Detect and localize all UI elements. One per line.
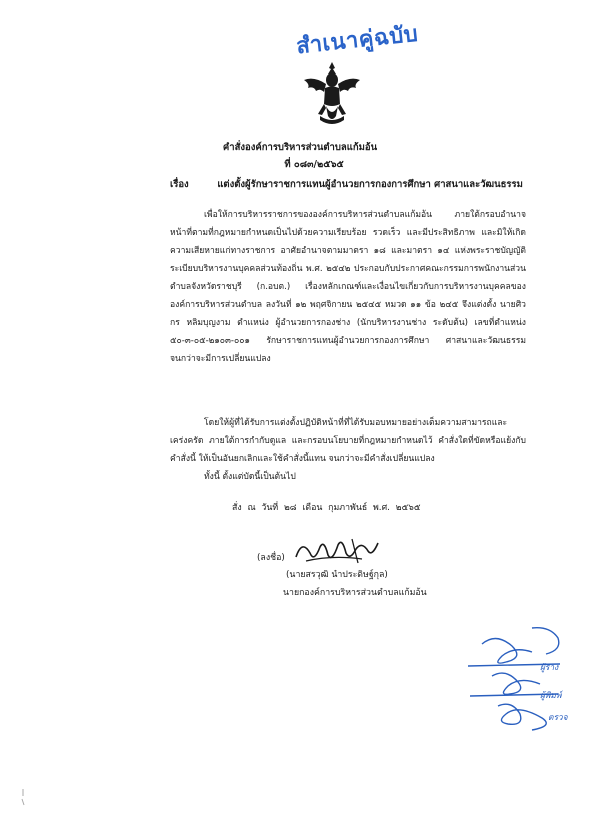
subject-label: เรื่อง	[170, 179, 189, 190]
garuda-emblem-icon	[300, 58, 364, 128]
order-date: สั่ง ณ วันที่ ๒๘ เดือน กุมภาพันธ์ พ.ศ. ๒๕๖๕	[232, 503, 421, 513]
paragraph-2-text: โดยให้ผู้ที่ได้รับการแต่งตั้งปฏิบัติหน้าที่ที่ได้รับมอบหมายอย่างเต็มความสามารถและเคร่งครัด ภายใต้การกำกับดูแล และกรอบนโยบายที่กฎหมายกำหนดไว้ คำสั่งใดที่ขัดหรือแย้งกับคำสั่งนี้ ให้เป็นอันยกเลิกและใช้คำสั่งนี้แทน จนกว่าจะมีคำสั่งเปลี่ยนแปลง	[170, 418, 526, 464]
scan-mark	[20, 788, 26, 806]
signer-position: นายกองค์การบริหารส่วนตำบลแก้มอ้น	[283, 588, 427, 598]
body-paragraph-1	[170, 206, 526, 368]
copy-stamp: สำเนาคู่ฉบับ	[295, 21, 420, 60]
note-typist: ผู้พิมพ์	[540, 690, 562, 700]
order-subject	[170, 177, 523, 192]
order-title: คำสั่งองค์การบริหารส่วนตำบลแก้มอ้น	[222, 142, 378, 153]
body-paragraph-2	[170, 414, 526, 468]
note-checker: ตรวจ	[548, 712, 568, 722]
signer-name: (นายสรวุฒิ นำประดิษฐ์กุล)	[286, 570, 388, 580]
subject-text: แต่งตั้งผู้รักษาราชการแทนผู้อำนวยการกองการศึกษา ศาสนาและวัฒนธรรม	[217, 179, 523, 190]
body-paragraph-3	[170, 468, 526, 486]
paragraph-1-text: เพื่อให้การบริหารราชการขององค์การบริหารส่วนตำบลแก้มอ้น ภายใต้กรอบอำนาจหน้าที่ตามที่กฎหมายกำหนดเป็นไปด้วยความเรียบร้อย รวดเร็ว และมีประสิทธิภาพ และมิให้เกิดความเสียหายแก่ทางราชการ อาศัยอำนาจตามมาตรา ๑๘ และมาตรา ๑๔ แห่งพระราชบัญญัติระเบียบบริหารงานบุคคลส่วนท้องถิ่น พ.ศ. ๒๕๔๒ ประกอบกับประกาศคณะกรรมการพนักงานส่วนตำบลจังหวัดราชบุรี (ก.อบต.) เรื่องหลักเกณฑ์และเงื่อนไขเกี่ยวกับการบริหารงานบุคคลขององค์การบริหารส่วนตำบล ลงวันที่ ๑๒ พฤศจิกายน ๒๕๔๕ หมวด ๑๑ ข้อ ๒๔๕ จึงแต่งตั้ง นายศิวกร หลิมบุญงาม ตำแหน่ง ผู้อำนวยการกองช่าง (นักบริหารงานช่าง ระดับต้น) เลขที่ตำแหน่ง ๕๐-๓-๐๕-๒๑๐๓-๐๐๑ รักษาราชการแทนผู้อำนวยการกองการศึกษา ศาสนาและวัฒนธรรม จนกว่าจะมีการเปลี่ยนแปลง	[170, 210, 526, 364]
note-drafter: ผู้ร่าง	[540, 662, 559, 672]
paragraph-3-text: ทั้งนี้ ตั้งแต่บัดนี้เป็นต้นไป	[204, 472, 296, 482]
signature-label: (ลงชื่อ)	[257, 553, 285, 563]
order-number: ที่ ๐๘๓/๒๕๖๕	[284, 159, 344, 170]
handwritten-signature	[292, 533, 382, 569]
